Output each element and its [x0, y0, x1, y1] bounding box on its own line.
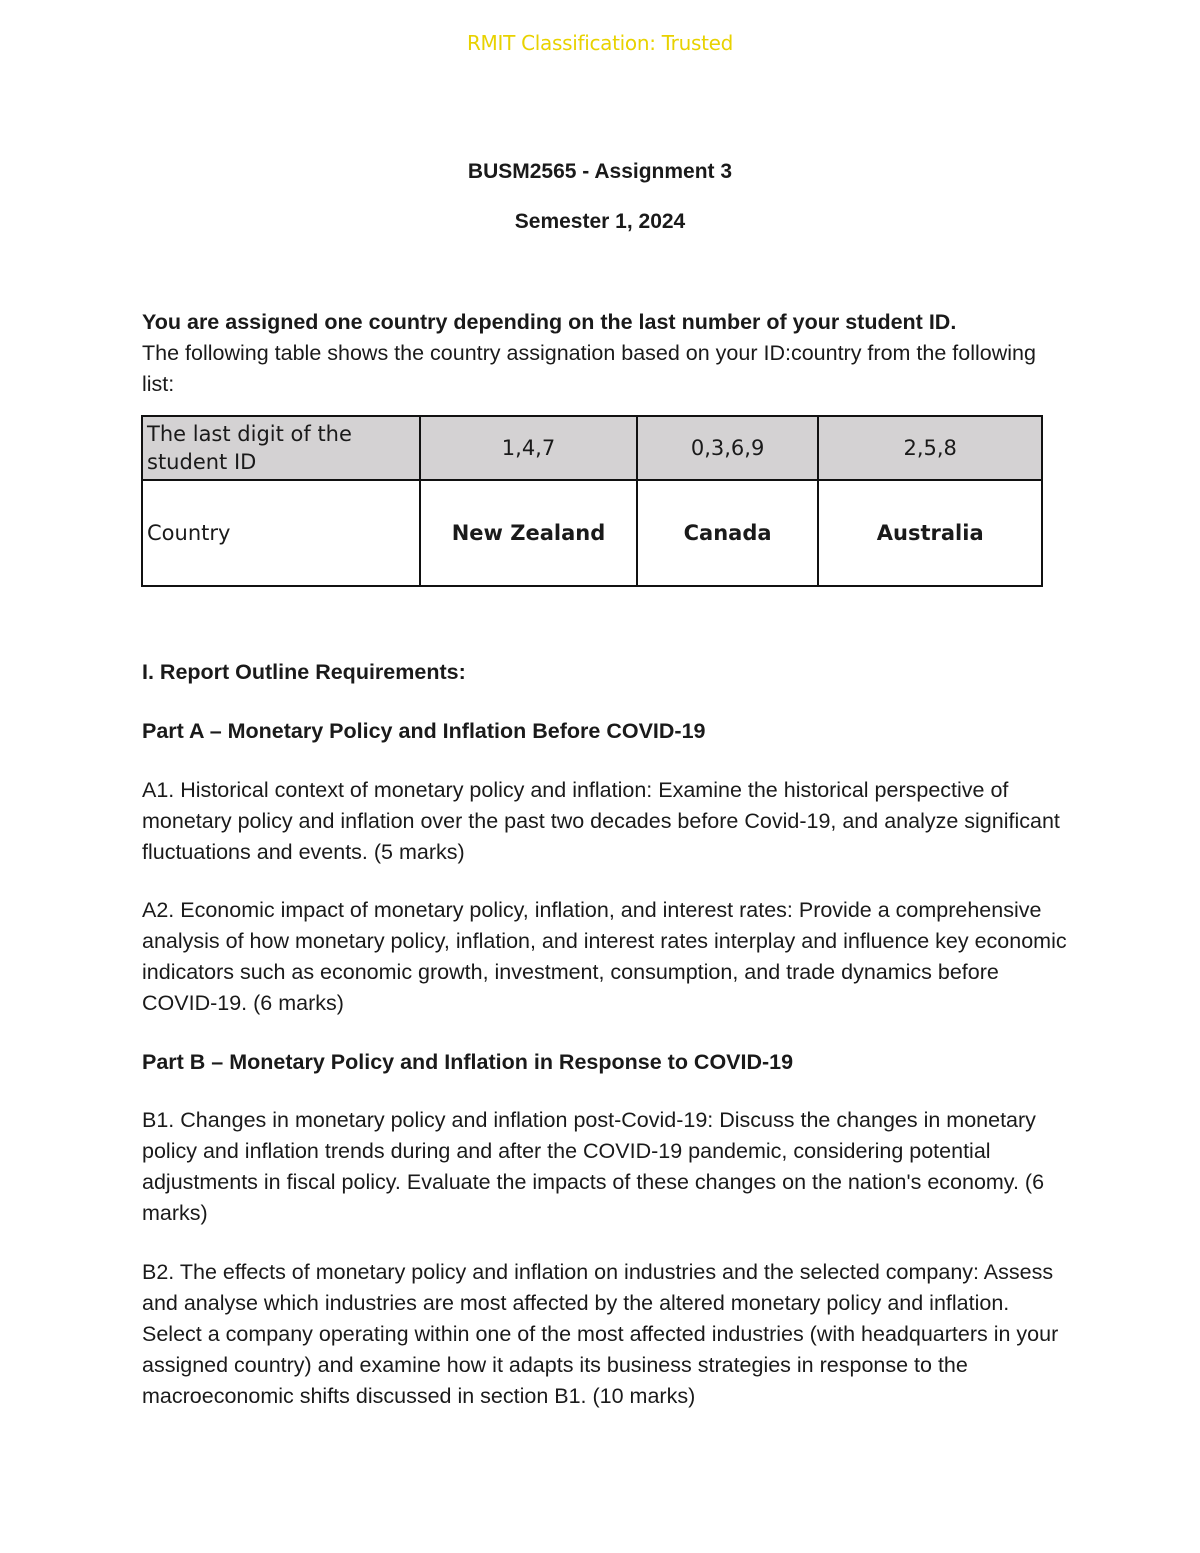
- part-b1-paragraph: B1. Changes in monetary policy and inflation post-Covid-19: Discuss the changes in monetary policy and inflation trends during and after the COVID-19 pandemic, considering potential adjustments in fiscal policy. Evaluate the impacts of these changes on the nation's economy. (6 marks): [142, 1108, 1045, 1225]
- classification-label: RMIT Classification: Trusted: [466, 31, 734, 55]
- table-header-row: [142, 416, 1042, 480]
- part-a2-paragraph: A2. Economic impact of monetary policy, inflation, and interest rates: Provide a comprehensive analysis of how monetary policy, inflation, and interest rates interplay and influence key economic indicators such as economic growth, investment, consumption, and trade dynamics before COVID-19. (6 marks): [142, 898, 1067, 1015]
- table-cell-digits: 1,4,7: [420, 416, 637, 480]
- table-row-label-country: Country: [142, 480, 420, 586]
- table-cell-country: New Zealand: [420, 480, 637, 586]
- table-row-label-digit: The last digit of the student ID: [142, 416, 420, 480]
- intro-body: The following table shows the country assignation based on your ID:country from the following list:: [142, 341, 1036, 396]
- document-title: BUSM2565 - Assignment 3: [467, 160, 733, 183]
- intro-heading: You are assigned one country depending on the last number of your student ID.: [142, 310, 957, 334]
- table-cell-country: Canada: [637, 480, 819, 586]
- table-cell-digits: 0,3,6,9: [637, 416, 819, 480]
- part-b2-paragraph: B2. The effects of monetary policy and inflation on industries and the selected company: Assess and analyse which industries are most affected by the altered monetary policy and inflation. Select a company operating within one of the most affected industries (with headquarters in your assigned country) and examine how it adapts its business strategies in response to the macroeconomic shifts discussed in section B1. (10 marks): [142, 1260, 1059, 1408]
- table-row: [142, 480, 1042, 586]
- country-assignment-table: [141, 415, 1043, 587]
- part-a-heading: Part A – Monetary Policy and Inflation Before COVID-19: [142, 719, 706, 743]
- section-heading: I. Report Outline Requirements:: [142, 660, 466, 684]
- part-a1-paragraph: A1. Historical context of monetary policy and inflation: Examine the historical perspective of monetary policy and inflation over the past two decades before Covid-19, and analyze significant fluctuations and events. (5 marks): [142, 778, 1060, 864]
- table-cell-digits: 2,5,8: [818, 416, 1042, 480]
- table-cell-country: Australia: [818, 480, 1042, 586]
- semester-title: Semester 1, 2024: [514, 210, 686, 233]
- part-b-heading: Part B – Monetary Policy and Inflation in Response to COVID-19: [142, 1050, 794, 1074]
